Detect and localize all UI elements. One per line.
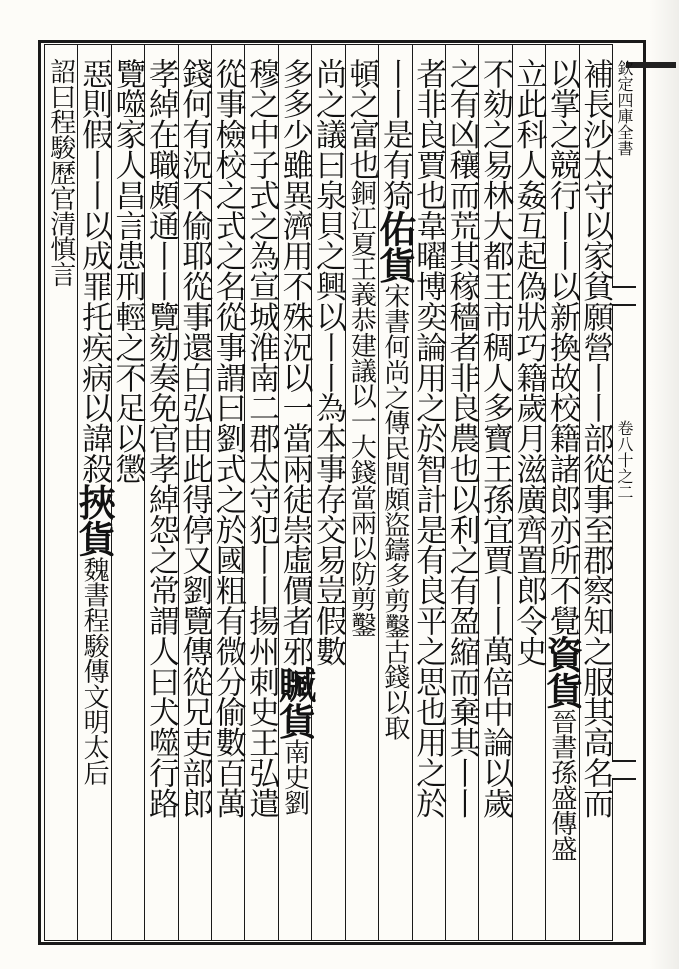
body-text: 惡則假丨丨以成罪托疾病以諱殺 [76,58,113,484]
annotation-text: 晉書孫盛傳盛 [546,708,577,861]
body-text: 之有凶穰而荒其稼穡者非良農也以利之有盈縮而棄其丨丨 [443,58,480,819]
body-text: 者非良賈也韋曜博奕論用之於智計是有良平之思也用之於 [410,58,447,819]
entry-heading: 資貨 [539,635,584,709]
annotation-text: 宋書何尚之傳民間頗盜鑄多剪鑿古錢以取 [379,282,410,741]
entry-heading: 贓貨 [272,666,317,739]
body-text: 頓之富也 [343,58,380,180]
page-shadow [649,0,679,969]
annotation-text: 南史劉 [279,738,310,816]
body-text: 覽噬家人昌言患刑輕之不足以懲 [109,58,146,484]
body-text: 丨丨是有猗 [376,58,413,211]
body-text: 立此科人姦互起偽狀巧籍歲月滋廣齊置郎令史 [510,58,547,667]
annotation-text: 魏書程駿傳文明太后 [79,556,110,786]
annotation-text: 詔曰程駿歷官清慎言 [45,58,76,287]
body-text: 從事檢校之式之名從事謂曰劉式之於國粗有微分偷數百萬 [209,58,246,819]
text-column [39,58,83,928]
body-text: 錢何有況不偷耶從事還白弘由此得停又劉覽傳從兄吏部郎 [176,58,213,819]
body-text: 穆之中子式之為宣城淮南二郡太守犯丨丨揚州刺史王弘遣 [243,58,280,819]
body-text: 多多少雖異濟用不殊況以一當兩徒崇虛價者邪 [276,58,313,667]
body-text: 以掌之競行丨丨以新換故校籍諸郎亦所不覺 [543,58,580,636]
annotation-text: 銅江夏王義恭建議以一大錢當兩以防剪鑿 [346,179,377,637]
body-text: 尚之議曰泉貝之興以丨丨為本事存交易豈假數 [310,58,346,667]
body-text: 孝綽在職頗通丨丨覽劾奏免官孝綽怨之常謂人曰犬噬行路 [142,58,179,819]
header-title: 欽定四庫全書 [615,60,634,156]
entry-heading: 佑貨 [372,210,417,283]
body-text: 補長沙太守以家貧願營丨丨部從事至郡察知之服其高名而 [577,58,614,819]
juan-label: 卷八十之二 [615,420,634,500]
body-text: 不劾之易林大都王市稠人多寶王孫宜賈丨丨萬倍中論以歲 [477,58,514,819]
entry-heading: 挾貨 [72,483,117,557]
